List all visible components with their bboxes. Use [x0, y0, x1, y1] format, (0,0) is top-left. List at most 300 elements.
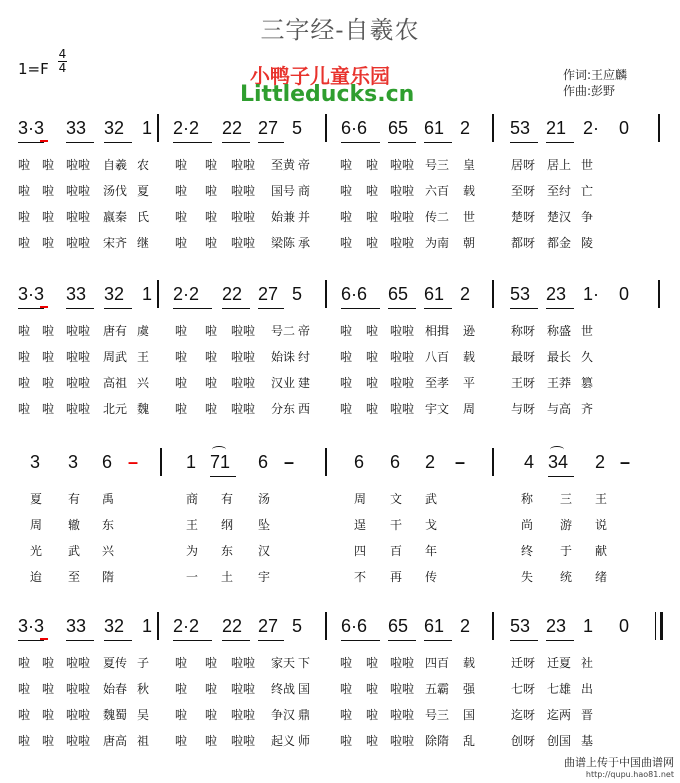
lyric: 创呀	[511, 734, 536, 748]
note: 5	[292, 616, 303, 636]
lyric: 再	[390, 570, 403, 584]
lyric: 并	[298, 210, 311, 224]
lyric: 除隋	[425, 734, 450, 748]
eighth-beam	[210, 476, 236, 477]
lyric: 周	[463, 402, 476, 416]
footer-line1: 曲谱上传于中国曲谱网	[564, 756, 674, 769]
lyric: 啦	[175, 324, 188, 338]
eighth-beam	[104, 308, 132, 309]
lyric: 啦	[366, 656, 379, 670]
lyric: 啦啦	[231, 708, 256, 722]
lyric: 啦	[18, 376, 31, 390]
lyric: 啦	[340, 324, 353, 338]
lyric: 宇文	[425, 402, 450, 416]
lyric: 起义	[271, 734, 296, 748]
footer-source	[564, 757, 674, 781]
lyric: 啦啦	[390, 402, 415, 416]
lyric: 失	[521, 570, 534, 584]
eighth-beam	[222, 308, 250, 309]
lyric: 纣	[298, 350, 311, 364]
lyric: 唐有	[103, 324, 128, 338]
lyric: 啦啦	[66, 402, 91, 416]
lyric: 啦啦	[231, 350, 256, 364]
lyric: 夏传	[103, 656, 128, 670]
lyric: 商	[298, 184, 311, 198]
lyric: 居上	[547, 158, 572, 172]
note: –	[455, 452, 466, 472]
lyric: 传二	[425, 210, 450, 224]
eighth-beam	[388, 308, 416, 309]
lyric: 西	[298, 402, 311, 416]
lyric: 帝	[298, 324, 311, 338]
lyric: 至	[68, 570, 81, 584]
note: 2	[460, 284, 471, 304]
time-sig-top: 4	[58, 47, 67, 61]
lyric: 统	[560, 570, 573, 584]
eighth-beam	[66, 142, 94, 143]
note: 6·6	[341, 284, 368, 304]
lyric: 年	[425, 544, 438, 558]
barline-end	[658, 114, 660, 142]
lyric: 分东	[271, 402, 296, 416]
note: 53	[510, 284, 531, 304]
note: 3	[68, 452, 79, 472]
composer-credit: 作曲:彭野	[563, 84, 616, 98]
lyric: 啦	[18, 184, 31, 198]
lyric: 干	[390, 518, 403, 532]
lyric: 继	[137, 236, 150, 250]
lyric: 啦	[175, 236, 188, 250]
tie-arc	[212, 446, 226, 453]
eighth-beam	[424, 640, 452, 641]
lyric: 啦啦	[390, 682, 415, 696]
note: 0	[619, 118, 630, 138]
lyric: 啦啦	[390, 376, 415, 390]
lyric: 啦	[366, 734, 379, 748]
lyric: 晋	[581, 708, 594, 722]
lyric: 魏蜀	[103, 708, 128, 722]
eighth-beam	[424, 142, 452, 143]
lyric: 都呀	[511, 236, 536, 250]
lyric: 汉	[258, 544, 271, 558]
lyric: 相揖	[425, 324, 450, 338]
barline	[325, 612, 327, 640]
note: 22	[222, 118, 243, 138]
lyric: 啦	[18, 158, 31, 172]
note: 2·2	[173, 284, 200, 304]
eighth-beam	[341, 142, 380, 143]
lyric: 啦啦	[231, 236, 256, 250]
lyric: 四百	[425, 656, 450, 670]
note: 2·	[583, 118, 600, 138]
lyric: 武	[425, 492, 438, 506]
note: 53	[510, 118, 531, 138]
lyric: 啦啦	[390, 708, 415, 722]
barline	[492, 612, 494, 640]
lyric: 啦	[18, 236, 31, 250]
note: 33	[66, 616, 87, 636]
lyric: 争汉	[271, 708, 296, 722]
lyric: 纲	[221, 518, 234, 532]
lyric: 啦	[340, 734, 353, 748]
lyric: 始诛	[271, 350, 296, 364]
lyric: 夏	[30, 492, 43, 506]
lyric: 梁陈	[271, 236, 296, 250]
lyric: 啦啦	[66, 682, 91, 696]
lyric: 啦啦	[66, 236, 91, 250]
lyric: 国	[463, 708, 476, 722]
lyric: 献	[595, 544, 608, 558]
lyric: 啦	[175, 656, 188, 670]
lyric: 啦	[366, 210, 379, 224]
note: 27	[258, 118, 279, 138]
lyric: 迁呀	[511, 656, 536, 670]
lyric: 宋齐	[103, 236, 128, 250]
lyric: 世	[581, 324, 594, 338]
lyric: 氏	[137, 210, 150, 224]
key-signature: 1=F	[18, 60, 49, 78]
lyric: 啦啦	[231, 158, 256, 172]
lyric: 承	[298, 236, 311, 250]
lyric: 帝	[298, 158, 311, 172]
note: 27	[258, 284, 279, 304]
note: 2	[595, 452, 606, 472]
note: 23	[546, 616, 567, 636]
lyric: 啦	[175, 402, 188, 416]
lyric: 啦啦	[390, 210, 415, 224]
lyric: 有	[68, 492, 81, 506]
lyric: 啦	[366, 682, 379, 696]
lyric: 嬴秦	[103, 210, 128, 224]
lyric: 迨	[30, 570, 43, 584]
lyric: 久	[581, 350, 594, 364]
eighth-beam	[388, 142, 416, 143]
lyric: 皇	[463, 158, 476, 172]
lyric: 啦	[205, 158, 218, 172]
lyric: 至呀	[511, 184, 536, 198]
note: 27	[258, 616, 279, 636]
lyric: 啦啦	[66, 350, 91, 364]
lyric: 啦	[366, 324, 379, 338]
note: 2	[460, 118, 471, 138]
lyric: 啦	[18, 656, 31, 670]
lyric: 周武	[103, 350, 128, 364]
note: 32	[104, 118, 125, 138]
lyric: 啦	[42, 184, 55, 198]
lyric: 啦	[366, 376, 379, 390]
eighth-beam	[66, 308, 94, 309]
note: 32	[104, 284, 125, 304]
eighth-beam	[258, 308, 284, 309]
note: –	[128, 452, 139, 472]
eighth-beam	[66, 640, 94, 641]
eighth-beam	[546, 640, 574, 641]
lyric: 魏	[137, 402, 150, 416]
lyric: 国	[298, 682, 311, 696]
lyricist-credit: 作词:王应麟	[563, 68, 628, 82]
lyric: 载	[463, 656, 476, 670]
lyric: 啦啦	[390, 236, 415, 250]
time-signature	[58, 48, 67, 75]
note: 33	[66, 284, 87, 304]
note: 3·3	[18, 284, 45, 304]
lyric: 啦	[205, 376, 218, 390]
eighth-beam	[388, 640, 416, 641]
lyric: 啦啦	[66, 376, 91, 390]
lyric: 与高	[547, 402, 572, 416]
lyric: 宇	[258, 570, 271, 584]
barline	[492, 114, 494, 142]
note: 71	[210, 452, 231, 472]
eighth-beam	[341, 308, 380, 309]
note: 1	[583, 616, 594, 636]
lyric: 迁夏	[547, 656, 572, 670]
lyric: 虞	[137, 324, 150, 338]
lyric: 光	[30, 544, 43, 558]
lyric: 称	[521, 492, 534, 506]
lyric: 商	[186, 492, 199, 506]
lyric: 至孝	[425, 376, 450, 390]
lyric: 啦啦	[231, 324, 256, 338]
note: –	[284, 452, 295, 472]
note: 6	[354, 452, 365, 472]
lyric: 啦	[366, 402, 379, 416]
lyric: 啦啦	[66, 210, 91, 224]
lyric: 坠	[258, 518, 271, 532]
eighth-beam	[341, 640, 380, 641]
eighth-beam	[424, 308, 452, 309]
lyric: 啦	[42, 350, 55, 364]
note: 6	[390, 452, 401, 472]
lyric: 平	[463, 376, 476, 390]
eighth-beam	[258, 142, 284, 143]
lyric: 啦啦	[66, 158, 91, 172]
lyric: 百	[390, 544, 403, 558]
note: 65	[388, 118, 409, 138]
lyric: 啦	[205, 656, 218, 670]
lyric: 文	[390, 492, 403, 506]
lyric: 居呀	[511, 158, 536, 172]
lyric: 夏	[137, 184, 150, 198]
lyric: 啦	[42, 402, 55, 416]
lyric: 有	[221, 492, 234, 506]
lyric: 啦	[42, 376, 55, 390]
lyric: 啦	[340, 350, 353, 364]
barline	[492, 280, 494, 308]
lyric: 啦	[42, 236, 55, 250]
lyric: 武	[68, 544, 81, 558]
final-barline-thin	[655, 612, 656, 640]
lyric: 啦	[205, 350, 218, 364]
lyric: 啦	[42, 210, 55, 224]
note: 3·3	[18, 118, 45, 138]
lyric: 最长	[547, 350, 572, 364]
lyric: 辙	[68, 518, 81, 532]
eighth-beam	[258, 640, 284, 641]
lyric: 啦啦	[231, 734, 256, 748]
note: –	[620, 452, 631, 472]
lyric: 王	[137, 350, 150, 364]
lyric: 啦	[175, 708, 188, 722]
lyric: 楚汉	[547, 210, 572, 224]
logo-chinese: 小鸭子儿童乐园	[250, 64, 390, 88]
eighth-beam	[104, 640, 132, 641]
barline	[325, 448, 327, 476]
lyric: 都金	[547, 236, 572, 250]
lyric: 啦	[175, 350, 188, 364]
lyric: 鼎	[298, 708, 311, 722]
lyric: 啦	[340, 376, 353, 390]
lyric: 亡	[581, 184, 594, 198]
lyric: 篡	[581, 376, 594, 390]
eighth-beam	[510, 142, 538, 143]
lyric: 啦	[205, 402, 218, 416]
barline-end	[658, 280, 660, 308]
footer-url: http://qupu.hao81.net	[585, 770, 674, 779]
lyric: 自羲	[103, 158, 128, 172]
note: 32	[104, 616, 125, 636]
lyric: 高祖	[103, 376, 128, 390]
lyric: 与呀	[511, 402, 536, 416]
lyric: 称盛	[547, 324, 572, 338]
lyric: 称呀	[511, 324, 536, 338]
lyric: 下	[298, 656, 311, 670]
lyric: 尚	[521, 518, 534, 532]
lyric: 始春	[103, 682, 128, 696]
lyric: 建	[298, 376, 311, 390]
lyric: 啦	[366, 184, 379, 198]
lyric: 号三	[425, 158, 450, 172]
barline	[325, 114, 327, 142]
lyric: 啦	[42, 324, 55, 338]
note: 61	[424, 118, 445, 138]
lyric: 强	[463, 682, 476, 696]
lyric: 载	[463, 350, 476, 364]
note: 6·6	[341, 616, 368, 636]
lyric: 啦	[205, 324, 218, 338]
lyric: 游	[560, 518, 573, 532]
barline	[157, 280, 159, 308]
lyric: 为	[186, 544, 199, 558]
lyric: 绪	[595, 570, 608, 584]
note: 5	[292, 284, 303, 304]
lyric: 子	[137, 656, 150, 670]
lyric: 啦	[18, 324, 31, 338]
lyric: 啦	[205, 236, 218, 250]
lyric: 啦啦	[66, 708, 91, 722]
note: 3·3	[18, 616, 45, 636]
eighth-beam	[222, 142, 250, 143]
lyric: 啦	[42, 158, 55, 172]
lyric: 出	[581, 682, 594, 696]
note: 0	[619, 284, 630, 304]
time-sig-bottom: 4	[58, 61, 67, 75]
lyric: 终战	[271, 682, 296, 696]
lyric: 吴	[137, 708, 150, 722]
lyric: 楚呀	[511, 210, 536, 224]
lyric: 啦啦	[390, 324, 415, 338]
lyric: 啦	[175, 210, 188, 224]
eighth-beam	[18, 640, 44, 641]
lyric: 周	[30, 518, 43, 532]
lyric: 一	[186, 570, 199, 584]
lyric: 说	[595, 518, 608, 532]
lyric: 八百	[425, 350, 450, 364]
red-underline-mark	[40, 306, 48, 308]
lyric: 世	[463, 210, 476, 224]
lyric: 啦啦	[231, 656, 256, 670]
lyric: 啦啦	[66, 656, 91, 670]
lyric: 秋	[137, 682, 150, 696]
lyric: 王莽	[547, 376, 572, 390]
lyric: 至纣	[547, 184, 572, 198]
lyric: 始兼	[271, 210, 296, 224]
lyric: 终	[521, 544, 534, 558]
lyric: 汤	[258, 492, 271, 506]
lyric: 五霸	[425, 682, 450, 696]
lyric: 啦啦	[66, 184, 91, 198]
lyric: 啦	[42, 682, 55, 696]
lyric: 王	[186, 518, 199, 532]
lyric: 陵	[581, 236, 594, 250]
song-title: 三字经-自羲农	[260, 16, 420, 44]
lyric: 汤伐	[103, 184, 128, 198]
note: 53	[510, 616, 531, 636]
barline	[157, 114, 159, 142]
lyric: 六百	[425, 184, 450, 198]
note: 33	[66, 118, 87, 138]
note: 0	[619, 616, 630, 636]
lyric: 啦	[205, 184, 218, 198]
lyric: 齐	[581, 402, 594, 416]
lyric: 七雄	[547, 682, 572, 696]
lyric: 戈	[425, 518, 438, 532]
lyric: 啦	[205, 210, 218, 224]
lyric: 为南	[425, 236, 450, 250]
lyric: 兴	[102, 544, 115, 558]
lyric: 禹	[102, 492, 115, 506]
lyric: 啦	[205, 682, 218, 696]
note: 61	[424, 284, 445, 304]
lyric: 载	[463, 184, 476, 198]
lyric: 创国	[547, 734, 572, 748]
note: 2·2	[173, 118, 200, 138]
lyric: 啦	[340, 656, 353, 670]
lyric: 基	[581, 734, 594, 748]
lyric: 啦	[340, 158, 353, 172]
lyric: 王呀	[511, 376, 536, 390]
lyric: 啦	[340, 210, 353, 224]
lyric: 社	[581, 656, 594, 670]
lyric: 号二	[271, 324, 296, 338]
lyric: 啦	[42, 708, 55, 722]
note: 1	[142, 284, 153, 304]
lyric: 啦	[18, 734, 31, 748]
note: 6	[258, 452, 269, 472]
lyric: 家天	[271, 656, 296, 670]
lyric: 啦啦	[231, 210, 256, 224]
lyric: 啦	[175, 734, 188, 748]
lyric: 世	[581, 158, 594, 172]
note: 2·2	[173, 616, 200, 636]
barline	[492, 448, 494, 476]
lyric: 逊	[463, 324, 476, 338]
lyric: 啦	[175, 682, 188, 696]
barline	[160, 448, 162, 476]
lyric: 啦啦	[390, 656, 415, 670]
note: 1·	[583, 284, 600, 304]
lyric: 啦	[18, 402, 31, 416]
